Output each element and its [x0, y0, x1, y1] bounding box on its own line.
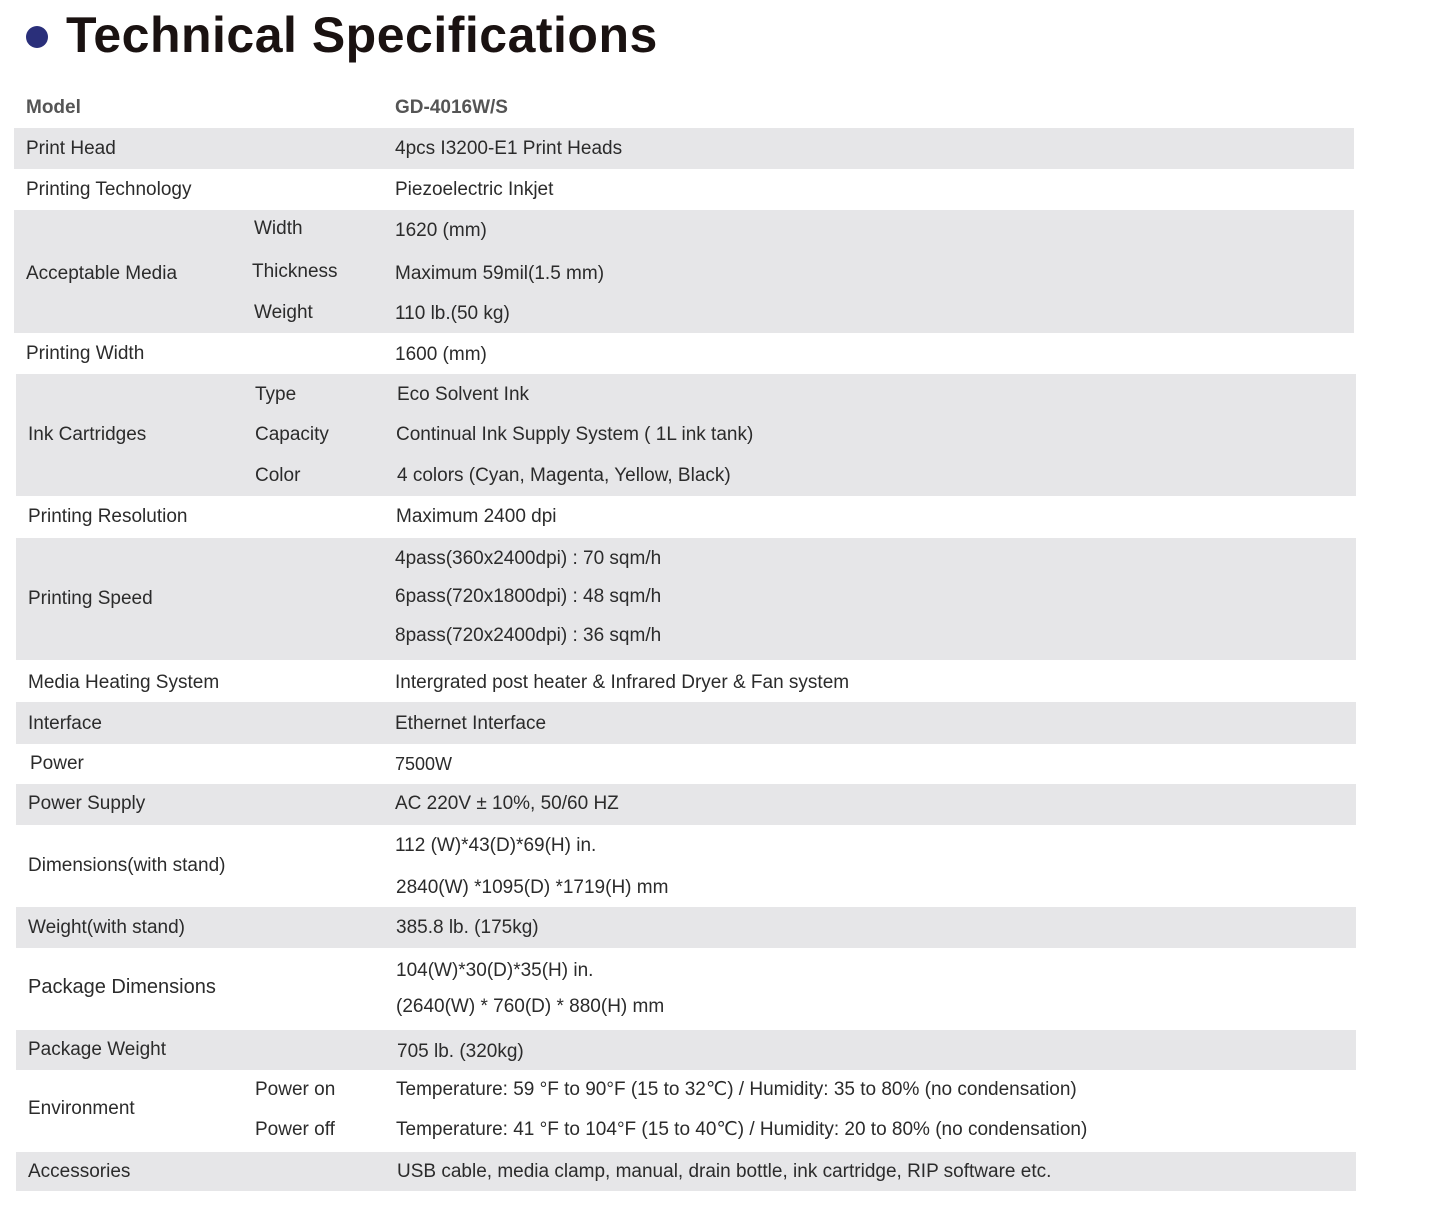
spec-sublabel: Weight: [254, 302, 313, 323]
spec-label: Interface: [28, 713, 102, 734]
spec-label: Accessories: [28, 1161, 131, 1182]
spec-value: GD-4016W/S: [395, 97, 508, 118]
spec-sublabel: Capacity: [255, 424, 329, 445]
spec-value: Maximum 2400 dpi: [396, 506, 557, 527]
spec-sublabel: Power off: [255, 1119, 335, 1140]
spec-label: Printing Resolution: [28, 506, 188, 527]
spec-sublabel: Type: [255, 384, 297, 405]
spec-label: Print Head: [26, 138, 116, 159]
spec-row-power: [16, 744, 1356, 784]
spec-value: 104(W)*30(D)*35(H) in.: [396, 960, 594, 981]
spec-value: 705 lb. (320kg): [397, 1041, 524, 1062]
spec-value: AC 220V ± 10%, 50/60 HZ: [395, 793, 619, 814]
spec-sublabel: Thickness: [252, 261, 338, 282]
spec-row-media-heating: [16, 660, 1356, 702]
spec-row-power-supply: [16, 784, 1356, 825]
spec-row-dimensions: [16, 825, 1356, 907]
spec-value: 4pcs I3200-E1 Print Heads: [395, 138, 623, 159]
spec-label: Printing Technology: [26, 179, 192, 200]
spec-row-print-head: [14, 128, 1354, 169]
spec-label: Package Dimensions: [28, 976, 216, 998]
spec-value: Continual Ink Supply System ( 1L ink tank): [396, 424, 754, 445]
spec-row-printing-technology: [14, 169, 1354, 210]
spec-row-accessories: [16, 1152, 1356, 1191]
spec-row-printing-speed: [16, 538, 1356, 660]
spec-sublabel: Power on: [255, 1079, 336, 1100]
spec-sublabel: Color: [255, 465, 301, 486]
spec-value: 4pass(360x2400dpi) : 70 sqm/h: [395, 548, 662, 569]
spec-value: 1620 (mm): [395, 220, 487, 241]
spec-value: Ethernet Interface: [395, 713, 547, 734]
spec-value: (2640(W) * 760(D) * 880(H) mm: [396, 996, 665, 1017]
spec-row-model: [14, 88, 1354, 128]
spec-row-acceptable-media: [14, 210, 1354, 333]
spec-label: Power: [30, 753, 84, 774]
spec-value: Temperature: 59 °F to 90°F (15 to 32℃) / Humidity: 35 to 80% (no condensation): [396, 1079, 1077, 1100]
page-header: [26, 4, 658, 66]
spec-value: 6pass(720x1800dpi) : 48 sqm/h: [395, 586, 662, 607]
spec-row-package-dimensions: [16, 948, 1356, 1030]
page-title: Technical Specifications: [66, 7, 658, 63]
spec-value: Eco Solvent Ink: [397, 384, 530, 405]
bullet-icon: [26, 26, 48, 48]
spec-value: 385.8 lb. (175kg): [396, 917, 539, 938]
spec-value: 7500W: [395, 754, 453, 774]
spec-label: Model: [26, 97, 81, 118]
spec-value: 2840(W) *1095(D) *1719(H) mm: [396, 877, 669, 898]
spec-label: Printing Speed: [28, 588, 153, 609]
spec-label: Media Heating System: [28, 672, 220, 693]
spec-label: Printing Width: [26, 343, 145, 364]
spec-label: Dimensions(with stand): [28, 855, 226, 876]
spec-value: Temperature: 41 °F to 104°F (15 to 40℃) / Humidity: 20 to 80% (no condensation): [396, 1119, 1088, 1140]
spec-row-interface: [16, 702, 1356, 744]
spec-value: 110 lb.(50 kg): [395, 303, 510, 324]
spec-label: Ink Cartridges: [28, 424, 147, 445]
spec-value: 4 colors (Cyan, Magenta, Yellow, Black): [397, 465, 731, 486]
spec-label: Acceptable Media: [26, 263, 178, 284]
spec-row-printing-resolution: [16, 496, 1356, 538]
spec-label: Package Weight: [28, 1039, 167, 1060]
spec-value: USB cable, media clamp, manual, drain bottle, ink cartridge, RIP software etc.: [397, 1161, 1052, 1182]
spec-sublabel: Width: [254, 218, 303, 239]
spec-row-weight: [16, 907, 1356, 948]
spec-row-environment: [16, 1070, 1356, 1152]
spec-value: 112 (W)*43(D)*69(H) in.: [395, 835, 597, 856]
spec-value: Maximum 59mil(1.5 mm): [395, 263, 605, 284]
spec-value: 1600 (mm): [395, 344, 487, 365]
spec-row-printing-width: [14, 333, 1354, 374]
spec-label: Weight(with stand): [28, 917, 185, 938]
spec-value: 8pass(720x2400dpi) : 36 sqm/h: [395, 625, 662, 646]
spec-label: Environment: [28, 1098, 135, 1119]
spec-value: Intergrated post heater & Infrared Dryer & Fan system: [395, 672, 850, 693]
spec-value: Piezoelectric Inkjet: [395, 179, 554, 200]
spec-row-package-weight: [16, 1030, 1356, 1070]
spec-label: Power Supply: [28, 793, 146, 814]
spec-row-ink-cartridges: [16, 374, 1356, 496]
